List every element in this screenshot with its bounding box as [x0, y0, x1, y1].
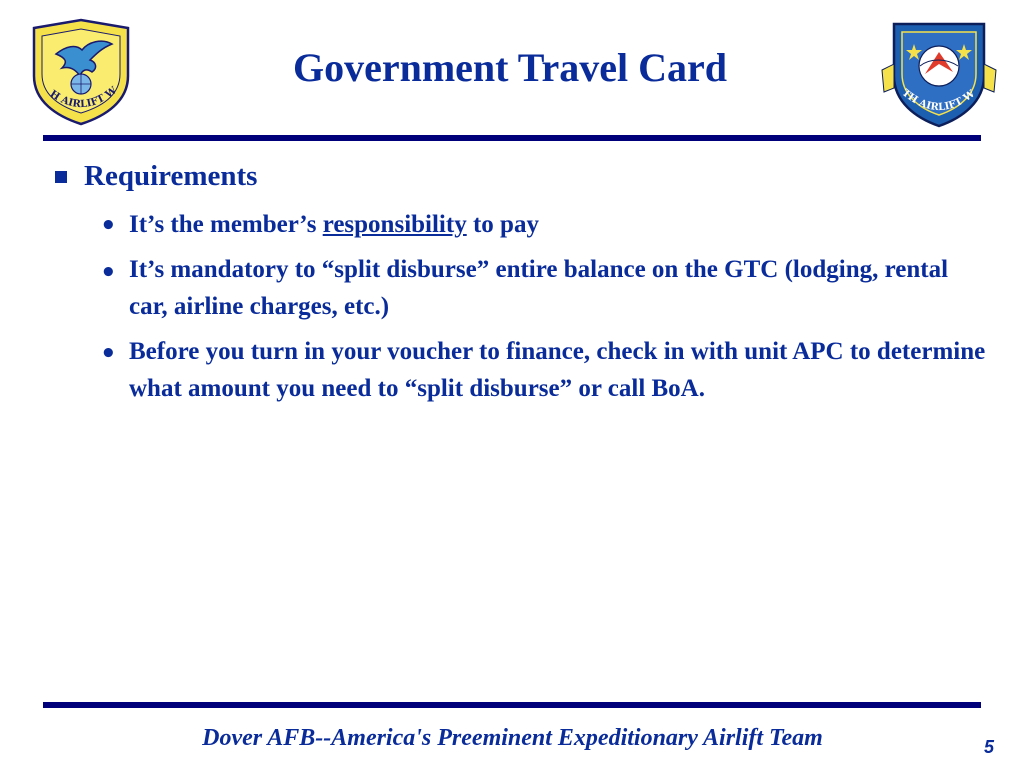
page-number: 5: [984, 737, 995, 757]
responsibility-emphasis: responsibility: [322, 211, 467, 238]
square-bullet-icon: [55, 171, 67, 183]
right-logo-text: TH AIRLIFT W: [899, 87, 978, 114]
bullet-1-text-a: It’s the member’s: [129, 211, 323, 238]
footer-tagline: Dover AFB--America's Preeminent Expeditionary Airlift Team: [202, 725, 823, 751]
bullet-responsibility: [129, 206, 989, 243]
bullet-1-text-c: to pay: [466, 211, 539, 238]
requirements-heading: Requirements: [84, 160, 258, 192]
left-logo-text: H AIRLIFT W: [47, 85, 120, 111]
footer-divider: [43, 702, 981, 708]
slide-title: Government Travel Card: [292, 45, 727, 90]
bullet-dot-icon: •: [100, 258, 117, 288]
bullet-dot-icon: •: [100, 211, 117, 241]
bullet-dot-icon: •: [100, 339, 117, 369]
bullet-voucher: Before you turn in your voucher to finance, check in with unit APC to determine what amount you need to “split disburse” or call BoA.: [129, 338, 986, 402]
bullet-split-disburse: It’s mandatory to “split disburse” entire balance on the GTC (lodging, rental car, airline charges, etc.): [129, 256, 949, 320]
